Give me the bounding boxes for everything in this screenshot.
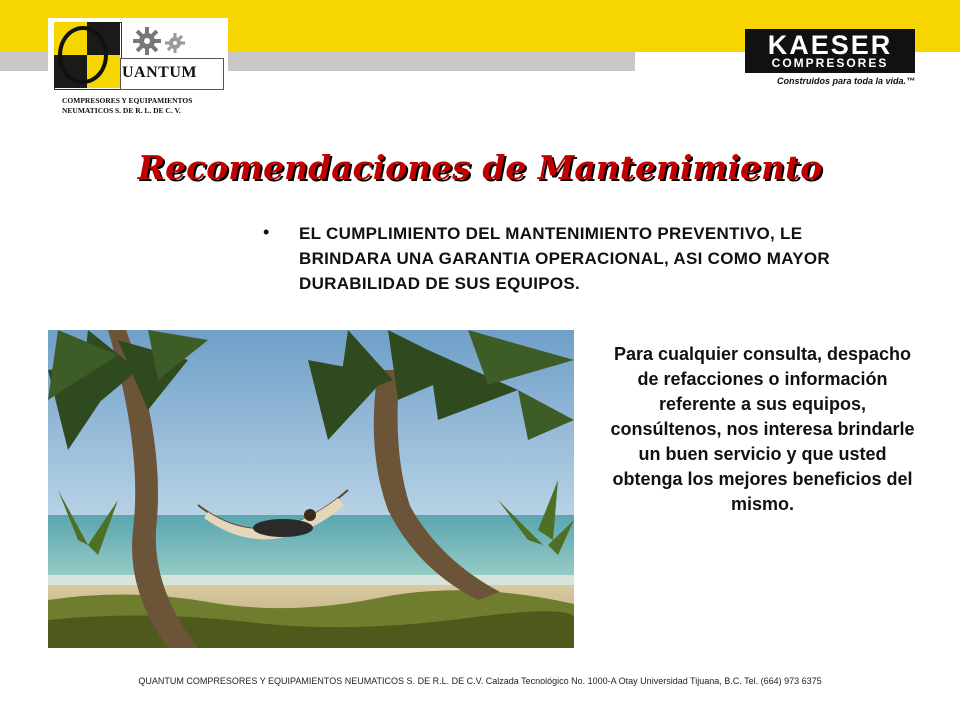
- beach-hammock-photo: [48, 330, 574, 648]
- gear-icon: [132, 26, 162, 56]
- kaeser-name: KAESER: [767, 30, 893, 60]
- kaeser-subtitle: COMPRESORES: [771, 56, 889, 70]
- logo-subtitle: NEUMATICOS S. DE R. L. DE C. V.: [62, 106, 181, 115]
- quantum-logo: [48, 18, 228, 116]
- logo-subtitle: COMPRESORES Y EQUIPAMIENTOS: [62, 96, 193, 105]
- kaeser-slogan: Construidos para toda la vida.™: [776, 76, 915, 86]
- bullet-marker: •: [263, 222, 270, 242]
- footer-address: QUANTUM COMPRESORES Y EQUIPAMIENTOS NEUMATICOS S. DE R.L. DE C.V. Calzada Tecnológico No. 1000-A Otay Universidad Tijuana, B.C. Tel. (664) 973 6375: [138, 676, 822, 686]
- bullet-text: EL CUMPLIMIENTO DEL MANTENIMIENTO PREVENTIVO, LE BRINDARA UNA GARANTIA OPERACIONAL, ASI COMO MAYOR DURABILIDAD DE SUS EQUIPOS.: [299, 224, 830, 293]
- logo-word: UANTUM: [122, 64, 197, 81]
- kaeser-logo: [745, 29, 915, 89]
- logo-q-letter: [58, 26, 108, 84]
- gear-icon: [164, 32, 186, 54]
- contact-text: Para cualquier consulta, despacho de refacciones o información referente a sus equipos, consúltenos, nos interesa brindarle un buen servicio y que usted obtenga los mejores beneficios del mismo.: [610, 344, 915, 514]
- page-title: Recomendaciones de Mantenimiento: [137, 148, 823, 187]
